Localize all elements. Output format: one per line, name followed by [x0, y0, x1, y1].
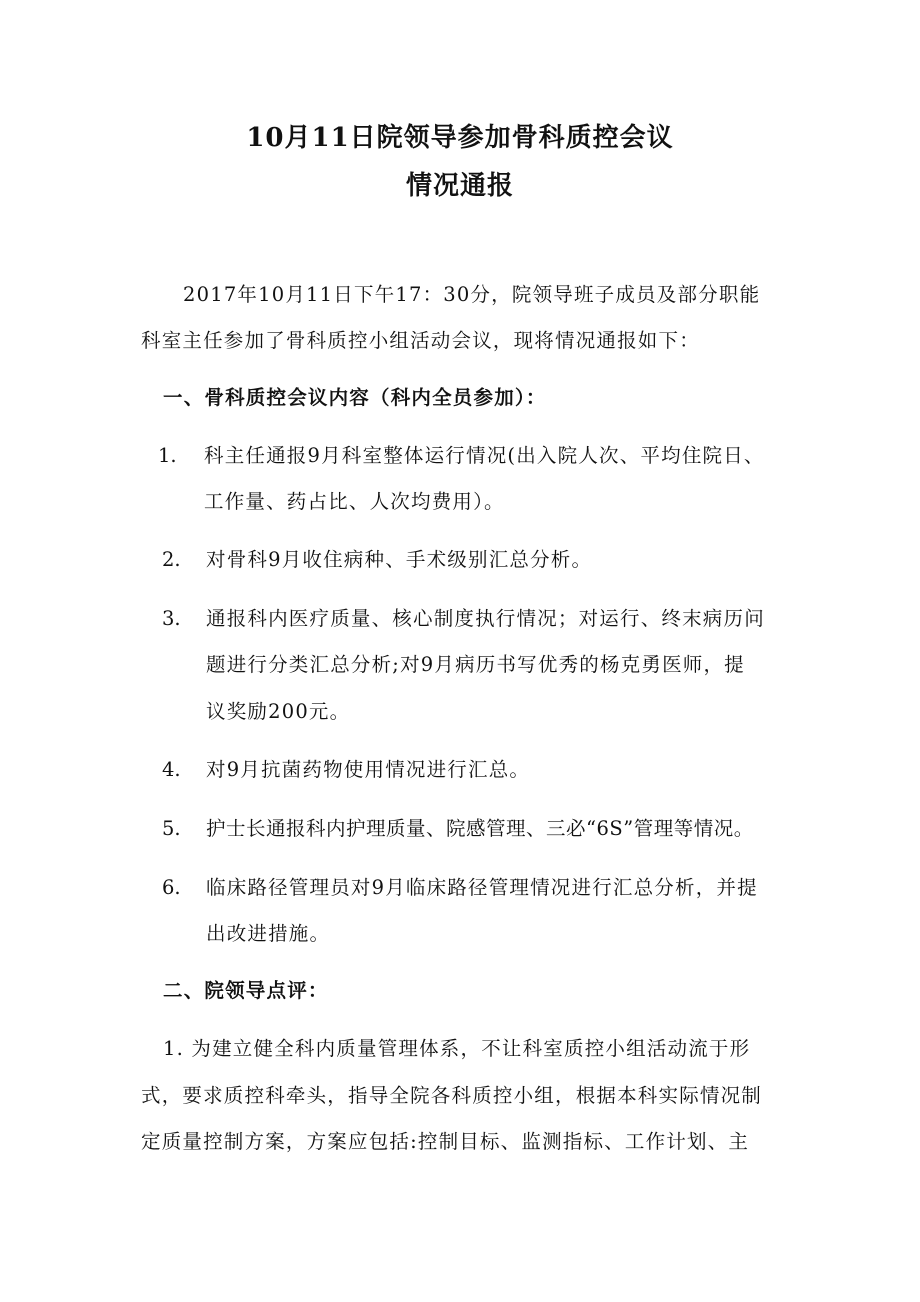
document-title-line2: 情况通报: [405, 171, 514, 201]
list-item-number: 6.: [162, 876, 181, 899]
list-item-number: 1.: [158, 444, 177, 467]
list-item-line: 临床路径管理员对9月临床路径管理情况进行汇总分析，并提: [206, 876, 758, 899]
document-title-line1: 10月11日院领导参加骨科质控会议: [246, 123, 674, 153]
list-item-line: 科主任通报9月科室整体运行情况(出入院人次、平均住院日、: [204, 444, 765, 467]
list-item-line: 对骨科9月收住病种、手术级别汇总分析。: [206, 548, 593, 571]
list-item-line: 护士长通报科内护理质量、院感管理、三必“6S”管理等情况。: [206, 817, 754, 840]
section1-heading: 一、骨科质控会议内容（科内全员参加）：: [163, 386, 547, 409]
list-item-line: 出改进措施。: [206, 922, 331, 945]
list-item-line: 对9月抗菌药物使用情况进行汇总。: [206, 758, 531, 781]
section2-heading: 二、院领导点评：: [163, 979, 329, 1002]
list-item-line: 通报科内医疗质量、核心制度执行情况；对运行、终末病历问: [206, 607, 765, 630]
intro-line1: 2017年10月11日下午17：30分，院领导班子成员及部分职能: [183, 283, 761, 306]
list-item-number: 4.: [162, 758, 181, 781]
section2-para1-line1: 1. 为建立健全科内质量管理体系，不让科室质控小组活动流于形: [163, 1037, 751, 1060]
list-item-number: 5.: [162, 817, 181, 840]
section2-para1-line2: 式，要求质控科牵头，指导全院各科质控小组，根据本科实际情况制: [141, 1084, 763, 1107]
section2-para1-line3: 定质量控制方案，方案应包括:控制目标、监测指标、工作计划、主: [141, 1130, 750, 1153]
list-item-number: 3.: [162, 607, 181, 630]
list-item-number: 2.: [162, 548, 181, 571]
list-item-line: 工作量、药占比、人次均费用）。: [204, 490, 505, 513]
list-item-line: 题进行分类汇总分析;对9月病历书写优秀的杨克勇医师，提: [206, 653, 745, 676]
list-item-line: 议奖励200元。: [206, 700, 351, 723]
intro-line2: 科室主任参加了骨科质控小组活动会议，现将情况通报如下：: [141, 329, 700, 352]
